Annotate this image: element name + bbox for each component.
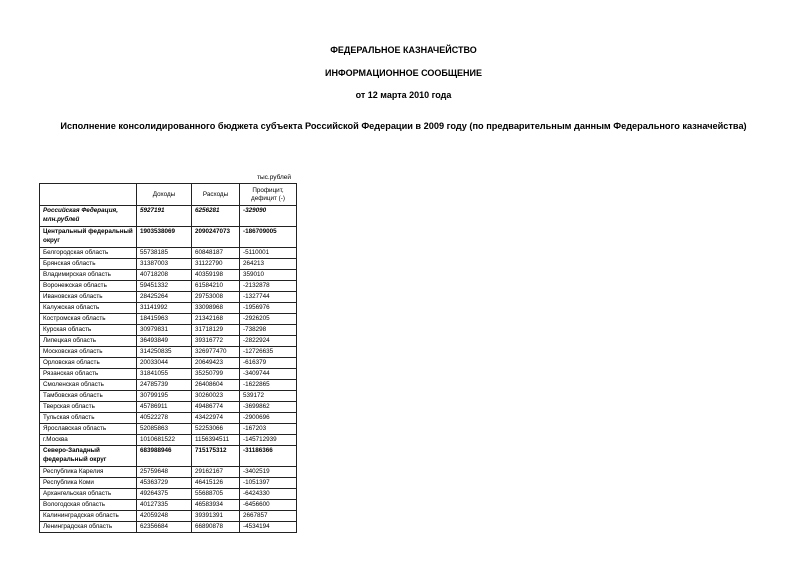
cell-expense: 30260023: [192, 391, 240, 402]
cell-balance: 539172: [240, 391, 297, 402]
cell-income: 45786911: [137, 402, 192, 413]
cell-expense: 31718129: [192, 325, 240, 336]
cell-expense: 35250799: [192, 369, 240, 380]
cell-region: Липецкая область: [40, 336, 137, 347]
table-row: [40, 391, 297, 402]
cell-region: Рязанская область: [40, 369, 137, 380]
column-header-balance: Профицит, дефицит (-): [240, 184, 297, 206]
cell-expense: 43422974: [192, 413, 240, 424]
table-row: [40, 511, 297, 522]
cell-balance: -12726635: [240, 347, 297, 358]
cell-income: 20033044: [137, 358, 192, 369]
cell-expense: 2090247073: [192, 227, 240, 248]
table-row: [40, 435, 297, 446]
cell-balance: -31186366: [240, 446, 297, 467]
cell-income: 18415963: [137, 314, 192, 325]
table-row: [40, 325, 297, 336]
cell-expense: 26408604: [192, 380, 240, 391]
cell-income: 42059248: [137, 511, 192, 522]
cell-balance: -1327744: [240, 292, 297, 303]
cell-balance: -1956976: [240, 303, 297, 314]
cell-income: 25759648: [137, 467, 192, 478]
cell-income: 31141992: [137, 303, 192, 314]
table-row: [40, 336, 297, 347]
cell-region: Белгородская область: [40, 248, 137, 259]
cell-region: Костромская область: [40, 314, 137, 325]
cell-region: Ленинградская область: [40, 522, 137, 533]
cell-income: 5927191: [137, 206, 192, 227]
cell-balance: -738298: [240, 325, 297, 336]
cell-expense: 46583934: [192, 500, 240, 511]
cell-region: Тульская область: [40, 413, 137, 424]
header-message-type: ИНФОРМАЦИОННОЕ СООБЩЕНИЕ: [325, 68, 482, 78]
cell-expense: 1156394511: [192, 435, 240, 446]
cell-expense: 715175312: [192, 446, 240, 467]
cell-balance: -167203: [240, 424, 297, 435]
cell-balance: -2926205: [240, 314, 297, 325]
cell-expense: 61584210: [192, 281, 240, 292]
column-header-region: [40, 184, 137, 206]
cell-region: Российская Федерация, млн.рублей: [40, 206, 137, 227]
table-row: [40, 347, 297, 358]
cell-expense: 60848187: [192, 248, 240, 259]
cell-region: Владимирская область: [40, 270, 137, 281]
cell-region: Северо-Западный федеральный округ: [40, 446, 137, 467]
cell-expense: 21342168: [192, 314, 240, 325]
cell-expense: 46415126: [192, 478, 240, 489]
table-row: [40, 259, 297, 270]
cell-region: Вологодская область: [40, 500, 137, 511]
table-row: [40, 424, 297, 435]
cell-income: 49264375: [137, 489, 192, 500]
table-row: [40, 413, 297, 424]
cell-balance: -6424330: [240, 489, 297, 500]
budget-table: [39, 183, 297, 533]
table-row: [40, 478, 297, 489]
cell-region: Ивановская область: [40, 292, 137, 303]
cell-income: 40127335: [137, 500, 192, 511]
cell-region: Брянская область: [40, 259, 137, 270]
units-label: тыс.рублей: [257, 174, 292, 181]
cell-region: Республика Карелия: [40, 467, 137, 478]
cell-balance: 2667857: [240, 511, 297, 522]
cell-balance: -1051397: [240, 478, 297, 489]
table-row: [40, 270, 297, 281]
cell-region: Архангельская область: [40, 489, 137, 500]
cell-balance: -186709005: [240, 227, 297, 248]
cell-expense: 66890878: [192, 522, 240, 533]
table-row: [40, 292, 297, 303]
cell-income: 36493849: [137, 336, 192, 347]
table-row: [40, 467, 297, 478]
table-row: [40, 369, 297, 380]
cell-region: Ярославская область: [40, 424, 137, 435]
cell-balance: -2132878: [240, 281, 297, 292]
cell-income: 52085863: [137, 424, 192, 435]
table-row: [40, 314, 297, 325]
cell-income: 28425264: [137, 292, 192, 303]
cell-region: Республика Коми: [40, 478, 137, 489]
cell-expense: 31122790: [192, 259, 240, 270]
cell-region: Центральный федеральный округ: [40, 227, 137, 248]
cell-expense: 39391391: [192, 511, 240, 522]
cell-balance: -3699862: [240, 402, 297, 413]
document-subtitle: Исполнение консолидированного бюджета субъекта Российской Федерации в 2009 году (по предварительным данным Федерального казначейства): [60, 121, 747, 131]
cell-income: 31841055: [137, 369, 192, 380]
cell-balance: -6456600: [240, 500, 297, 511]
cell-balance: 264213: [240, 259, 297, 270]
table-row: [40, 446, 297, 467]
cell-expense: 326977470: [192, 347, 240, 358]
budget-table-body: [40, 184, 297, 533]
cell-income: 24785739: [137, 380, 192, 391]
cell-income: 30799195: [137, 391, 192, 402]
cell-balance: -3402519: [240, 467, 297, 478]
cell-balance: -145712939: [240, 435, 297, 446]
cell-region: Воронежская область: [40, 281, 137, 292]
cell-income: 40718208: [137, 270, 192, 281]
table-row: [40, 489, 297, 500]
cell-region: Тверская область: [40, 402, 137, 413]
cell-balance: 359010: [240, 270, 297, 281]
cell-balance: -2822924: [240, 336, 297, 347]
table-row: [40, 281, 297, 292]
table-row: [40, 500, 297, 511]
table-row: [40, 380, 297, 391]
cell-income: 30979831: [137, 325, 192, 336]
cell-income: 55738185: [137, 248, 192, 259]
cell-expense: 40359198: [192, 270, 240, 281]
cell-income: 31387003: [137, 259, 192, 270]
column-header-expense: Расходы: [192, 184, 240, 206]
column-header-income: Доходы: [137, 184, 192, 206]
cell-income: 40522278: [137, 413, 192, 424]
table-row: [40, 358, 297, 369]
cell-income: 1903538069: [137, 227, 192, 248]
cell-income: 62356684: [137, 522, 192, 533]
cell-income: 683988946: [137, 446, 192, 467]
cell-region: Калининградская область: [40, 511, 137, 522]
cell-expense: 20649423: [192, 358, 240, 369]
cell-balance: -5110001: [240, 248, 297, 259]
cell-expense: 6256281: [192, 206, 240, 227]
cell-balance: -3409744: [240, 369, 297, 380]
table-row: [40, 227, 297, 248]
cell-balance: -1622865: [240, 380, 297, 391]
cell-balance: -616379: [240, 358, 297, 369]
cell-region: Смоленская область: [40, 380, 137, 391]
cell-balance: -4534194: [240, 522, 297, 533]
cell-income: 59451332: [137, 281, 192, 292]
cell-expense: 29753008: [192, 292, 240, 303]
table-row: [40, 206, 297, 227]
cell-expense: 39316772: [192, 336, 240, 347]
cell-income: 314250835: [137, 347, 192, 358]
cell-region: Тамбовская область: [40, 391, 137, 402]
cell-income: 1010681522: [137, 435, 192, 446]
cell-region: Орловская область: [40, 358, 137, 369]
cell-expense: 29162167: [192, 467, 240, 478]
table-row: [40, 303, 297, 314]
header-agency: ФЕДЕРАЛЬНОЕ КАЗНАЧЕЙСТВО: [330, 45, 477, 55]
table-row: [40, 248, 297, 259]
cell-income: 45363729: [137, 478, 192, 489]
table-row: [40, 522, 297, 533]
cell-region: г.Москва: [40, 435, 137, 446]
table-header-row: [40, 184, 297, 206]
cell-region: Курская область: [40, 325, 137, 336]
cell-expense: 33098968: [192, 303, 240, 314]
header-date: от 12 марта 2010 года: [355, 90, 452, 100]
cell-expense: 55688705: [192, 489, 240, 500]
cell-expense: 49486774: [192, 402, 240, 413]
cell-balance: -329090: [240, 206, 297, 227]
cell-balance: -2900696: [240, 413, 297, 424]
table-row: [40, 402, 297, 413]
cell-region: Московская область: [40, 347, 137, 358]
cell-region: Калужская область: [40, 303, 137, 314]
cell-expense: 52253066: [192, 424, 240, 435]
